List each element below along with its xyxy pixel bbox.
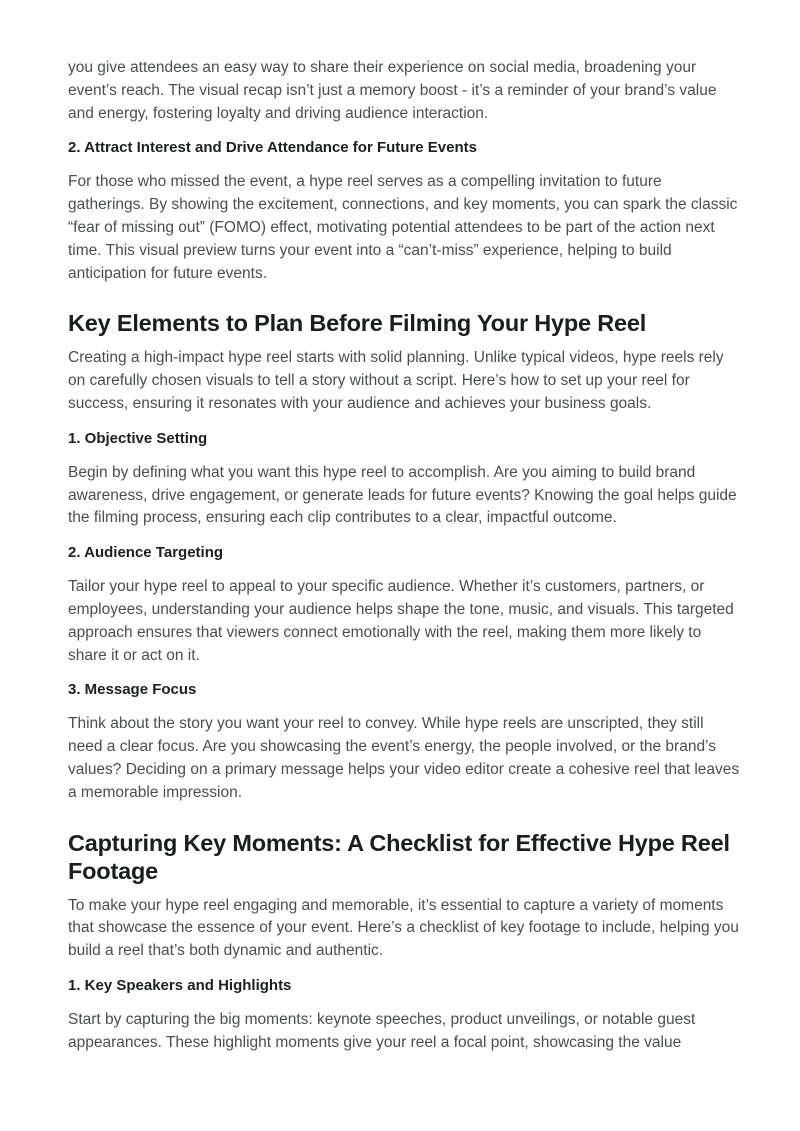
- message-focus-paragraph: Think about the story you want your reel to convey. While hype reels are unscripted, they still need a clear focus. Are you showcasing the event’s energy, the people involved, or the brand’s values? Deciding on a primary message helps your video editor create a cohesive reel that leaves a memorable impression.: [68, 715, 740, 801]
- attract-interest-paragraph: For those who missed the event, a hype reel serves as a compelling invitation to future gatherings. By showing the excitement, connections, and key moments, you can spark the classic “fear of missing out” (FOMO) effect, motivating potential attendees to be part of the action next time. This visual preview turns your event into a “can’t-miss” experience, helping to build anticipation for future events.: [68, 173, 738, 282]
- intro-paragraph: you give attendees an easy way to share their experience on social media, broadening your event’s reach. The visual recap isn’t just a memory boost - it’s a reminder of your brand’s value and energy, fostering loyalty and driving audience interaction.: [68, 59, 717, 122]
- audience-targeting-paragraph: Tailor your hype reel to appeal to your specific audience. Whether it’s customers, partners, or employees, understanding your audience helps shape the tone, music, and visuals. This targeted approach ensures that viewers connect emotionally with the reel, making them more likely to share it or act on it.: [68, 578, 734, 664]
- document-page: [68, 57, 740, 1055]
- subsection-title-audience-targeting: 2. Audience Targeting: [68, 544, 224, 562]
- section-heading-key-elements: Key Elements to Plan Before Filming Your Hype Reel: [68, 310, 647, 337]
- section-heading-capturing-key-moments: Capturing Key Moments: A Checklist for Effective Hype Reel Footage: [68, 829, 730, 884]
- subsection-title-key-speakers: 1. Key Speakers and Highlights: [68, 976, 292, 994]
- subsection-title-attract-interest: 2. Attract Interest and Drive Attendance for Future Events: [68, 139, 477, 157]
- key-elements-intro-paragraph: Creating a high-impact hype reel starts with solid planning. Unlike typical videos, hype reels rely on carefully chosen visuals to tell a story without a script. Here’s how to set up your reel for success, ensuring it resonates with your audience and achieves your business goals.: [68, 349, 724, 412]
- subsection-title-objective-setting: 1. Objective Setting: [68, 429, 208, 447]
- objective-setting-paragraph: Begin by defining what you want this hype reel to accomplish. Are you aiming to build brand awareness, drive engagement, or generate leads for future events? Knowing the goal helps guide the filming process, ensuring each clip contributes to a clear, impactful outcome.: [68, 463, 737, 527]
- capturing-intro-paragraph: To make your hype reel engaging and memorable, it’s essential to capture a variety of moments that showcase the essence of your event. Here’s a checklist of key footage to include, helping you build a reel that’s both dynamic and authentic.: [68, 896, 739, 960]
- subsection-title-message-focus: 3. Message Focus: [68, 681, 197, 699]
- key-speakers-paragraph: Start by capturing the big moments: keynote speeches, product unveilings, or notable guest appearances. These highlight moments give your reel a focal point, showcasing the value: [68, 1010, 696, 1051]
